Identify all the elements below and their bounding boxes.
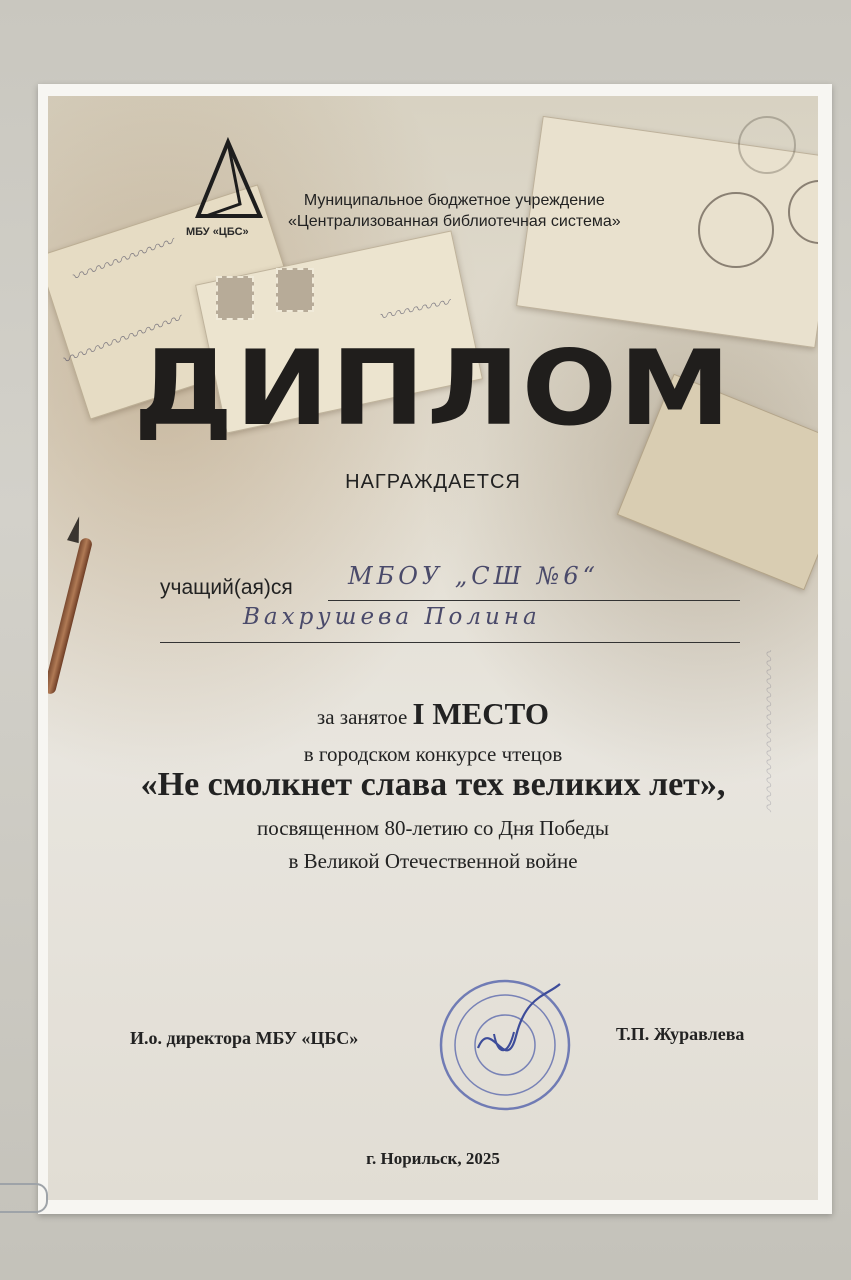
place-prefix: за занятое [316, 705, 408, 729]
postmark-icon [738, 116, 796, 174]
contest-name: «Не смолкнет слава тех великих лет», [140, 766, 726, 803]
school-underline [328, 600, 740, 601]
paper-clip-icon [0, 1183, 48, 1213]
letter-handwriting-decoration: 〰〰〰〰〰〰〰〰〰 [757, 648, 778, 810]
official-seal-icon [436, 976, 574, 1114]
letter-handwriting-decoration: 〰〰〰〰〰〰 [68, 232, 177, 289]
organization-name [288, 190, 621, 232]
vintage-letters-background [48, 96, 818, 1200]
recipient-label: учащий(ая)ся [160, 576, 293, 599]
postage-stamp [216, 276, 254, 320]
dedication-line-1: посвященном 80-летию со Дня Победы [256, 816, 610, 840]
recipient-name-handwritten: Вахрушева Полина [243, 604, 541, 630]
contest-line: в городском конкурсе чтецов [303, 742, 563, 766]
letter-handwriting-decoration: 〰〰〰〰 [376, 292, 452, 329]
organization-line-1: Муниципальное бюджетное учреждение [303, 192, 605, 209]
place-and-year: г. Норильск, 2025 [366, 1149, 500, 1168]
diploma-sheet [38, 84, 832, 1214]
fountain-pen-icon [48, 537, 93, 695]
document-title: ДИПЛОМ [133, 329, 733, 449]
name-underline [160, 642, 740, 643]
logo-caption: МБУ «ЦБС» [186, 226, 249, 238]
school-handwritten: МБОУ „СШ №6“ [348, 562, 599, 590]
letter-handwriting-decoration: 〰〰〰〰〰〰〰 [58, 308, 185, 372]
dedication-line-2: в Великой Отечественной войне [288, 849, 578, 873]
signatory-position: И.о. директора МБУ «ЦБС» [130, 1028, 359, 1048]
organization-line-2: «Централизованная библиотечная система» [288, 213, 621, 230]
awarded-heading: НАГРАЖДАЕТСЯ [345, 471, 521, 493]
place-value: I МЕСТО [412, 696, 550, 731]
signatory-name: Т.П. Журавлева [616, 1024, 745, 1044]
place-line [48, 696, 818, 732]
mbu-cbs-logo [188, 134, 268, 234]
postage-stamp [276, 268, 314, 312]
postmark-icon [698, 192, 774, 268]
